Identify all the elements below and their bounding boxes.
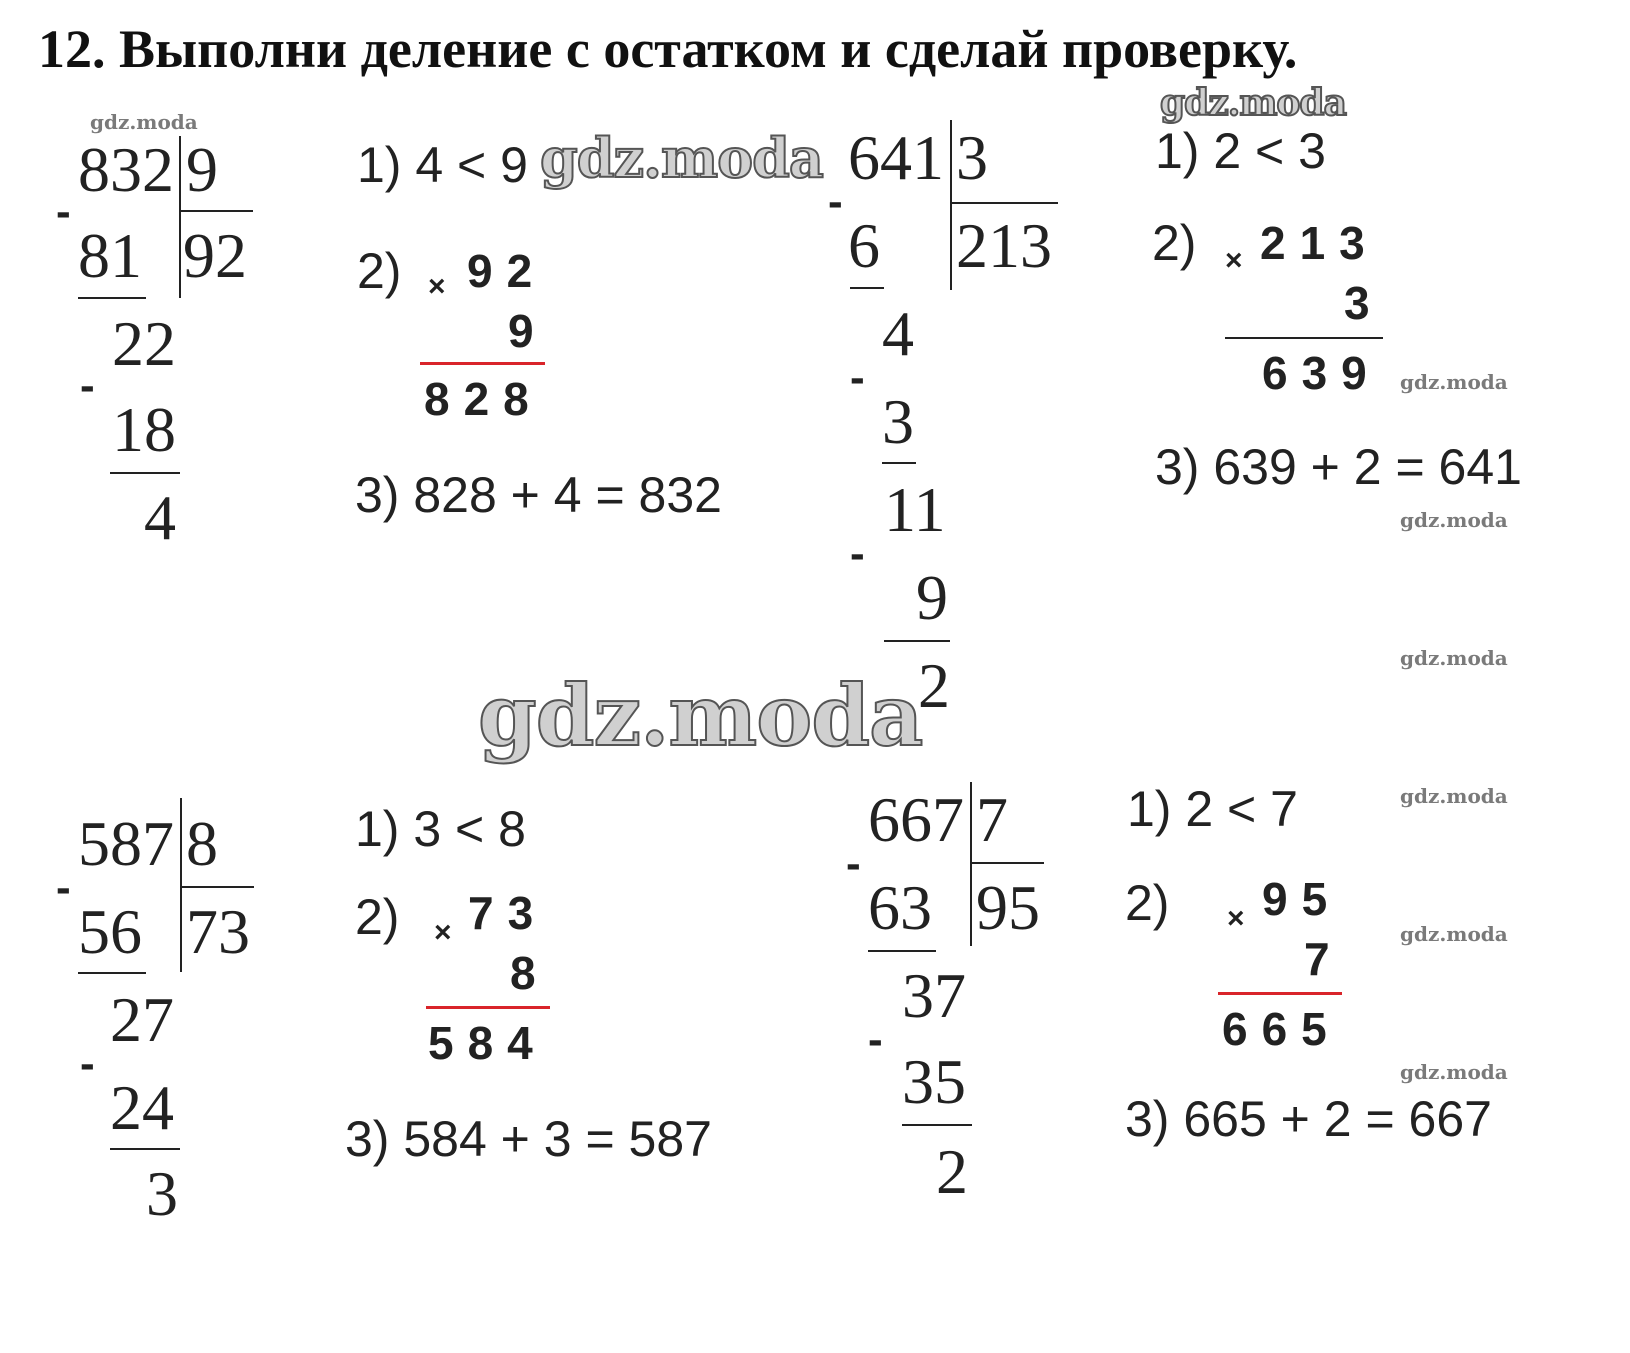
check-compare: 1) 2 < 7 (1127, 781, 1298, 837)
quotient: 92 (183, 220, 247, 291)
multiply-sign: × (434, 916, 452, 949)
remainder: 3 (146, 1158, 178, 1229)
remainder: 2 (936, 1136, 968, 1207)
dividend: 587 (78, 808, 174, 879)
check-step-label: 2) (355, 889, 400, 945)
subtraction-line (78, 297, 146, 299)
watermark: gdz.moda (478, 666, 923, 765)
check-sum: 3) 665 + 2 = 667 (1125, 1091, 1492, 1147)
divisor: 7 (976, 784, 1008, 855)
minus-sign: - (850, 529, 865, 578)
division-bracket-horizontal (182, 886, 254, 888)
divisor: 8 (186, 808, 218, 879)
quotient: 213 (956, 210, 1052, 281)
partial-remainder: 22 (112, 308, 176, 379)
minus-sign: - (80, 1039, 95, 1088)
quotient: 73 (186, 896, 250, 967)
watermark: gdz.moda (1400, 646, 1508, 670)
divisor: 9 (186, 134, 218, 205)
watermark: gdz.moda (1400, 370, 1508, 394)
check-step-label: 2) (1152, 215, 1197, 271)
multiplication-line (420, 362, 545, 365)
subtrahend: 3 (882, 386, 914, 457)
division-bracket-vertical (180, 798, 182, 972)
minus-sign: - (850, 353, 865, 402)
product: 639 (1262, 347, 1381, 399)
check-sum: 3) 828 + 4 = 832 (355, 467, 722, 523)
product: 828 (424, 373, 543, 425)
subtrahend: 63 (868, 872, 932, 943)
check-sum: 3) 639 + 2 = 641 (1155, 439, 1522, 495)
subtraction-line (110, 1148, 180, 1150)
exercise-title: 12. Выполни деление с остатком и сделай проверку. (38, 19, 1298, 79)
subtrahend: 35 (902, 1046, 966, 1117)
multiply-sign: × (428, 270, 446, 303)
subtraction-line (884, 640, 950, 642)
subtrahend: 6 (848, 210, 880, 281)
multiply-sign: × (1227, 902, 1245, 935)
multiplier: 3 (1344, 277, 1384, 329)
division-bracket-vertical (179, 136, 181, 298)
multiplier: 9 (508, 305, 548, 357)
check-compare: 1) 2 < 3 (1155, 123, 1326, 179)
check-compare: 1) 4 < 9 (357, 137, 528, 193)
subtraction-line (902, 1124, 972, 1126)
division-bracket-horizontal (181, 210, 253, 212)
watermark: gdz.moda (90, 110, 198, 134)
multiplier: 7 (1304, 933, 1344, 985)
remainder: 2 (918, 650, 950, 721)
partial-remainder: 4 (882, 298, 914, 369)
subtraction-line (882, 462, 916, 464)
subtraction-line (110, 472, 180, 474)
partial-remainder: 27 (110, 984, 174, 1055)
multiplication-line (426, 1006, 550, 1009)
division-bracket-vertical (950, 120, 952, 290)
subtrahend: 24 (110, 1072, 174, 1143)
product: 665 (1222, 1003, 1341, 1055)
minus-sign: - (846, 839, 861, 888)
watermark: gdz.moda (540, 126, 823, 190)
subtrahend: 18 (112, 394, 176, 465)
multiplier: 8 (510, 947, 550, 999)
dividend: 641 (848, 122, 944, 193)
divisor: 3 (956, 122, 988, 193)
dividend: 832 (78, 134, 174, 205)
subtrahend: 56 (78, 896, 142, 967)
watermark: gdz.moda (1160, 82, 1346, 124)
check-step-label: 2) (357, 243, 402, 299)
multiplicand: 213 (1260, 217, 1379, 269)
product: 584 (428, 1017, 547, 1069)
check-sum: 3) 584 + 3 = 587 (345, 1111, 712, 1167)
watermark: gdz.moda (1400, 922, 1508, 946)
remainder: 4 (144, 482, 176, 553)
check-compare: 1) 3 < 8 (355, 801, 526, 857)
check-step-label: 2) (1125, 875, 1170, 931)
minus-sign: - (868, 1015, 883, 1064)
division-bracket-horizontal (972, 862, 1044, 864)
multiplicand: 92 (467, 245, 547, 297)
multiplication-line (1218, 992, 1342, 995)
multiplicand: 95 (1262, 873, 1342, 925)
multiply-sign: × (1225, 244, 1243, 277)
multiplicand: 73 (468, 887, 548, 939)
division-bracket-horizontal (952, 202, 1058, 204)
quotient: 95 (976, 872, 1040, 943)
subtraction-line (868, 950, 936, 952)
watermark: gdz.moda (1400, 784, 1508, 808)
watermark: gdz.moda (1400, 508, 1508, 532)
dividend: 667 (868, 784, 964, 855)
minus-sign: - (80, 361, 95, 410)
division-bracket-vertical (970, 782, 972, 946)
multiplication-line (1225, 337, 1383, 339)
watermark: gdz.moda (1400, 1060, 1508, 1084)
minus-sign: - (828, 177, 843, 226)
subtraction-line (850, 287, 884, 289)
partial-remainder: 11 (884, 474, 946, 545)
subtraction-line (78, 972, 146, 974)
subtrahend: 9 (916, 562, 948, 633)
minus-sign: - (56, 863, 71, 912)
partial-remainder: 37 (902, 960, 966, 1031)
minus-sign: - (56, 187, 71, 236)
subtrahend: 81 (78, 220, 142, 291)
